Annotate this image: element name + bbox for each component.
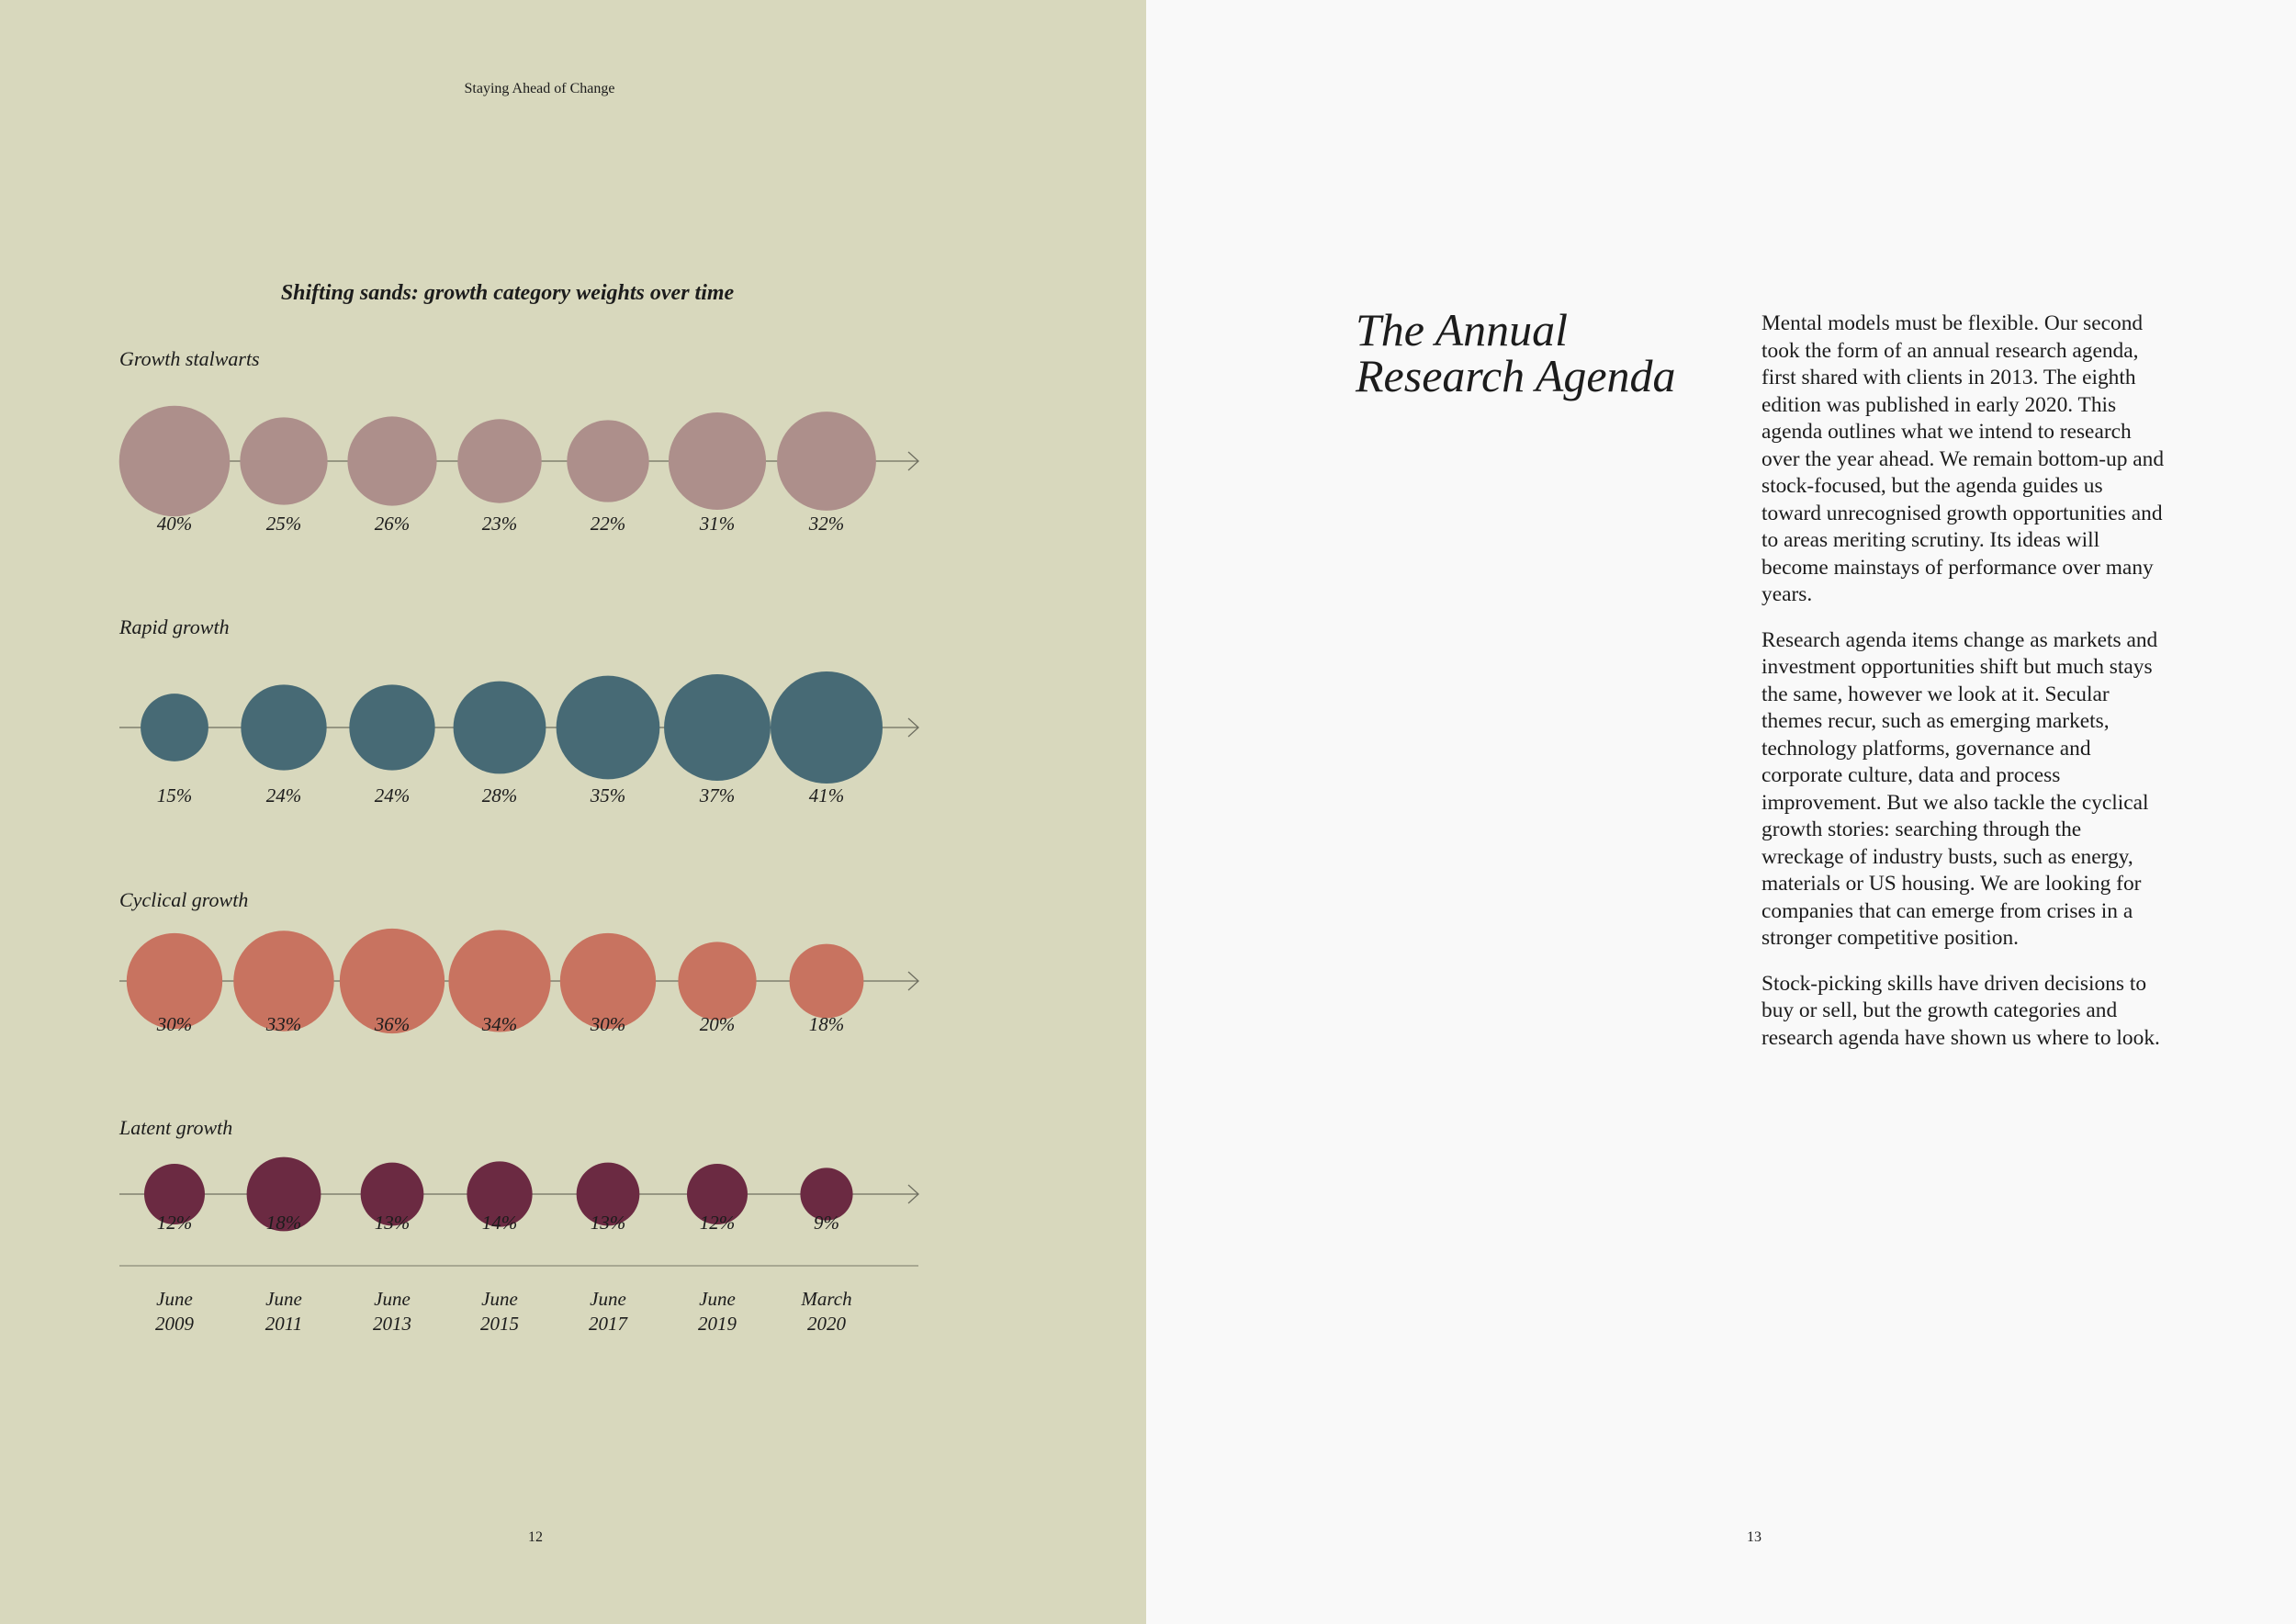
right-page-number: 13 [1747, 1529, 1761, 1545]
chart-title: Shifting sands: growth category weights over time [280, 281, 735, 305]
right-page [1146, 0, 2296, 1624]
latent-growth-value-label: 14% [481, 1212, 518, 1234]
rapid-growth-value-label: 15% [156, 784, 193, 806]
rapid-growth-bubble [454, 682, 546, 774]
growth-stalwarts-value-label: 22% [590, 513, 626, 535]
latent-growth-value-label: 12% [156, 1212, 193, 1234]
cyclical-growth-bubble [678, 942, 756, 1020]
rapid-growth-value-label: 35% [590, 784, 626, 806]
article-title-line-2: Research Agenda [1356, 350, 1676, 401]
cyclical-growth-value-label: 36% [374, 1013, 411, 1035]
left-page [0, 0, 1146, 1624]
rapid-growth-bubble [141, 694, 208, 761]
growth-stalwarts-bubble [777, 412, 876, 511]
period-month-label: June [699, 1288, 736, 1310]
period-month-label: June [265, 1288, 302, 1310]
body-paragraph-2: Research agenda items change as markets and investment opportunities shift but much stays the same, however we look at it. Secular themes recur, such as emerging markets, technology platforms, governance and corporate culture, data and process improvement. But we also tackle the cyclical growth stories: searching through the wreckage of industry busts, such as energy, materials or US housing. We are looking for companies that can emerge from crises in a stronger competitive position. [1761, 627, 2158, 950]
latent-growth-series-label: Latent growth [119, 1116, 233, 1139]
growth-stalwarts-bubble [240, 417, 327, 504]
growth-stalwarts-bubble [567, 420, 648, 502]
growth-stalwarts-series-label: Growth stalwarts [119, 347, 260, 370]
period-year-label: 2019 [698, 1313, 737, 1335]
rapid-growth-bubble [241, 684, 326, 770]
running-head: Staying Ahead of Change [464, 81, 615, 96]
period-year-label: 2020 [807, 1313, 846, 1335]
growth-stalwarts-bubble [119, 406, 231, 517]
cyclical-growth-value-label: 20% [699, 1013, 736, 1035]
period-year-label: 2011 [264, 1313, 303, 1335]
period-year-label: 2009 [155, 1313, 194, 1335]
cyclical-growth-value-label: 33% [265, 1013, 302, 1035]
period-month-label: June [374, 1288, 411, 1310]
cyclical-growth-series-label: Cyclical growth [119, 888, 249, 911]
period-month-label: June [481, 1288, 518, 1310]
growth-stalwarts-value-label: 32% [808, 513, 845, 535]
rapid-growth-value-label: 28% [481, 784, 518, 806]
body-paragraph-3: Stock-picking skills have driven decisions to buy or sell, but the growth categories and research agenda have shown us where to look. [1761, 971, 2160, 1050]
growth-stalwarts-bubble [457, 419, 541, 502]
rapid-growth-bubble [771, 671, 883, 784]
period-year-label: 2017 [589, 1313, 627, 1335]
period-year-label: 2015 [480, 1313, 519, 1335]
article-title [1356, 304, 1705, 401]
growth-stalwarts-value-label: 40% [156, 513, 193, 535]
growth-stalwarts-value-label: 31% [699, 513, 736, 535]
period-month-label: June [156, 1288, 193, 1310]
latent-growth-value-label: 9% [814, 1212, 839, 1234]
article-title-line-1: The Annual [1356, 304, 1569, 355]
rapid-growth-value-label: 41% [808, 784, 845, 806]
rapid-growth-bubble [349, 684, 434, 770]
body-paragraph-1: Mental models must be flexible. Our second took the form of an annual research agenda, first shared with clients in 2013. The eighth edition was published in early 2020. This agenda outlines what we intend to research over the year ahead. We remain bottom-up and stock-focused, but the agenda guides us toward unrecognised growth opportunities and to areas meriting scrutiny. Its ideas will become mainstays of performance over many years. [1761, 311, 2165, 606]
body-text [1761, 310, 2166, 1070]
period-year-label: 2013 [373, 1313, 411, 1335]
cyclical-growth-value-label: 18% [808, 1013, 845, 1035]
left-page-number: 12 [528, 1529, 543, 1545]
rapid-growth-bubble [664, 674, 771, 781]
rapid-growth-value-label: 37% [699, 784, 736, 806]
growth-stalwarts-value-label: 25% [265, 513, 302, 535]
growth-stalwarts-bubble [669, 412, 766, 510]
period-month-label: March [801, 1288, 852, 1310]
rapid-growth-bubble [557, 676, 660, 780]
growth-category-chart [0, 0, 1146, 1624]
latent-growth-value-label: 13% [590, 1212, 626, 1234]
rapid-growth-value-label: 24% [265, 784, 302, 806]
latent-growth-value-label: 18% [265, 1212, 302, 1234]
cyclical-growth-value-label: 30% [590, 1013, 626, 1035]
latent-growth-value-label: 13% [374, 1212, 411, 1234]
cyclical-growth-bubble [790, 944, 864, 1019]
cyclical-growth-value-label: 34% [481, 1013, 518, 1035]
rapid-growth-series-label: Rapid growth [119, 615, 230, 638]
growth-stalwarts-value-label: 26% [374, 513, 411, 535]
latent-growth-value-label: 12% [699, 1212, 736, 1234]
cyclical-growth-value-label: 30% [156, 1013, 193, 1035]
growth-stalwarts-value-label: 23% [481, 513, 518, 535]
period-month-label: June [590, 1288, 626, 1310]
rapid-growth-value-label: 24% [374, 784, 411, 806]
growth-stalwarts-bubble [347, 416, 436, 505]
